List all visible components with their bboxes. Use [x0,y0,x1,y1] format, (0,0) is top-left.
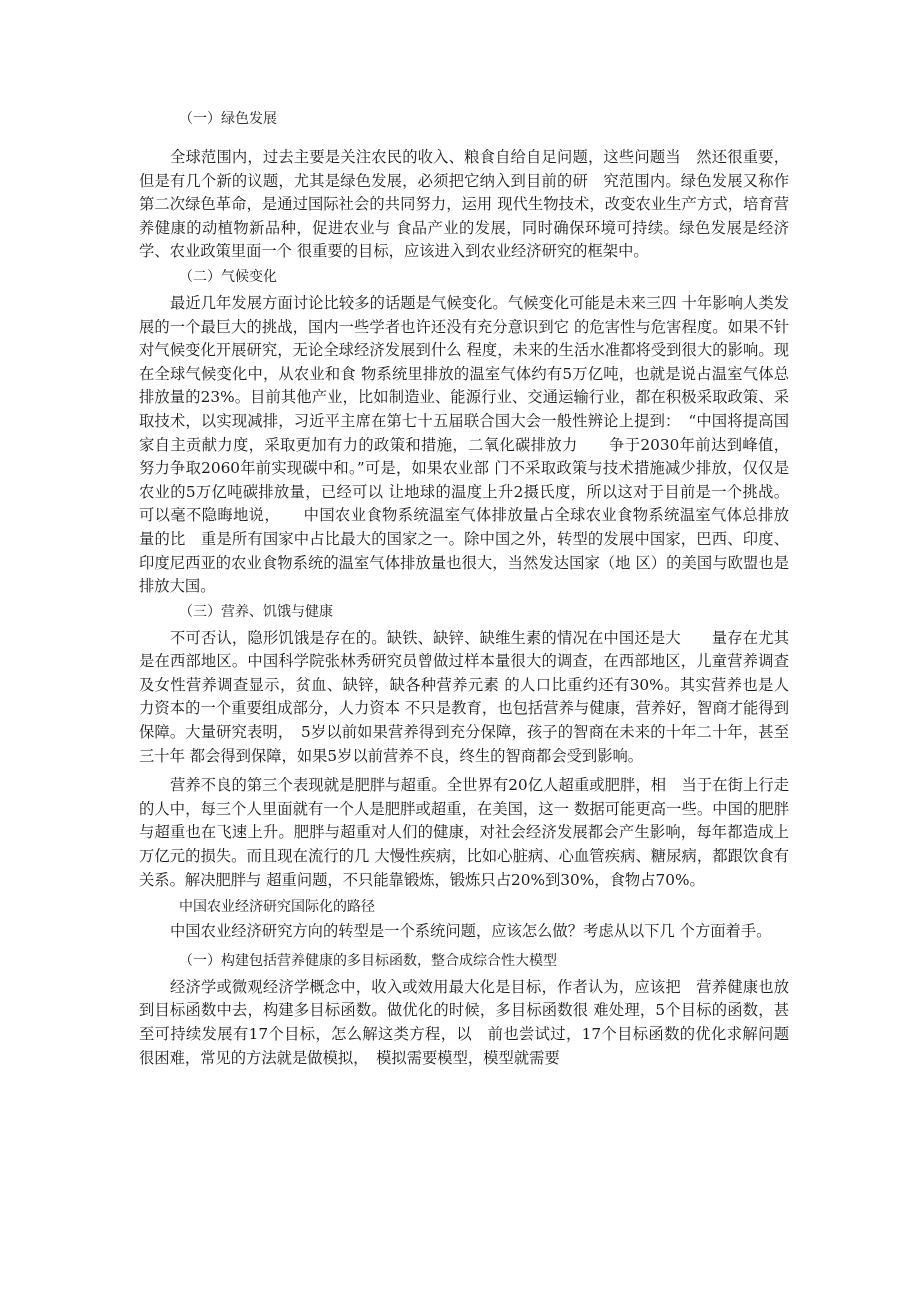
paragraph-multi-objective-model: 经济学或微观经济学概念中，收入或效用最大化是目标，作者认为，应该把 营养健康也放到目标函数中去，构建多目标函数。做优化的时候，多目标函数很 难处理，5个目标的函数，甚至可持续发展有17个目标，怎么解这类方程，以 前也尝试过，17个目标函数的优化求解问题很困难，常见的方法就是做模拟， 模拟需要模型，模型就需要 [139,977,789,1067]
paragraph-climate-change: 最近几年发展方面讨论比较多的话题是气候变化。气候变化可能是未来三四 十年影响人类发展的一个最巨大的挑战，国内一些学者也许还没有充分意识到它 的危害性与危害程度。如果不针对气候变化开展研究，无论全球经济发展到什么 程度，未来的生活水准都将受到很大的影响。现在全球气候变化中，从农业和食 物系统里排放的温室气体约有5万亿吨，也就是说占温室气体总排放量的23%。目前其他产业，比如制造业、能源行业、交通运输行业，都在积极采取政策、采 取技术，以实现减排，习近平主席在第七十五届联合国大会一般性辨论上提到： “中国将提高国家自主贡献力度，采取更加有力的政策和措施，二氧化碳排放力 争于2030年前达到峰值，努力争取2060年前实现碳中和。”可是，如果农业部 门不采取政策与技术措施减少排放，仅仅是农业的5万亿吨碳排放量，已经可以 让地球的温度上升2摄氏度，所以这对于目前是一个挑战。可以毫不隐晦地说， 中国农业食物系统温室气体排放量占全球农业食物系统温室气体总排放量的比 重是所有国家中占比最大的国家之一。除中国之外，转型的发展中国家，巴西、印度、印度尼西亚的农业食物系统的温室气体排放量也很大，当然发达国家（地 区）的美国与欧盟也是排放大国。 [139,293,789,596]
paragraph-obesity: 营养不良的第三个表现就是肥胖与超重。全世界有20亿人超重或肥胖，相 当于在街上行走的人中，每三个人里面就有一个人是肥胖或超重，在美国，这一 数据可能更高一些。中国的肥胖与超重也在飞速上升。肥胖与超重对人们的健康，对社会经济发展都会产生影响，每年都造成上万亿元的损失。而且现在流行的几 大慢性疾病，比如心脏病、心血管疾病、糖尿病，都跟饮食有关系。解决肥胖与 超重问题，不只能靠锻炼，锻炼只占20%到30%，食物占70%。 [139,776,789,889]
section-heading-multi-objective-model: （一）构建包括营养健康的多目标函数，整合成综合性大模型 [179,952,557,969]
section-heading-green-development: （一）绿色发展 [179,111,277,127]
section-heading-climate-change: （二）气候变化 [179,268,277,285]
section-heading-nutrition-health: （三）营养、饥饿与健康 [179,603,333,620]
paragraph-green-development: 全球范围内，过去主要是关注农民的收入、粮食自给自足问题，这些问题当 然还很重要，但是有几个新的议题，尤其是绿色发展，必须把它纳入到目前的研 究范围内。绿色发展又称作第二次绿色革命，是通过国际社会的共同努力，运用 现代生物技术，改变农业生产方式，培育营养健康的动植物新品种，促进农业与 食品产业的发展，同时确保环境可持续。绿色发展是经济学、农业政策里面一个 很重要的目标，应该进入到农业经济研究的框架中。 [139,148,789,261]
section-heading-internationalization-path: 中国农业经济研究国际化的路径 [179,899,375,916]
document-page [139,108,789,1074]
paragraph-internationalization: 中国农业经济研究方向的转型是一个系统问题，应该怎么做？考虑从以下几 个方面着手。 [170,922,772,941]
paragraph-hidden-hunger: 不可否认，隐形饥饿是存在的。缺铁、缺锌、缺维生素的情况在中国还是大 量存在尤其是在西部地区。中国科学院张林秀研究员曾做过样本量很大的调查，在西部地区，儿童营养调查及女性营养调查显示，贫血、缺锌，缺各种营养元素 的人口比重约还有30%。其实营养也是人力资本的一个重要组成部分，人力资本 不只是教育，也包括营养与健康，营养好，智商才能得到保障。大量研究表明， 5岁以前如果营养得到充分保障，孩子的智商在未来的十年二十年，甚至三十年 都会得到保障，如果5岁以前营养不良，终生的智商都会受到影响。 [139,628,789,765]
